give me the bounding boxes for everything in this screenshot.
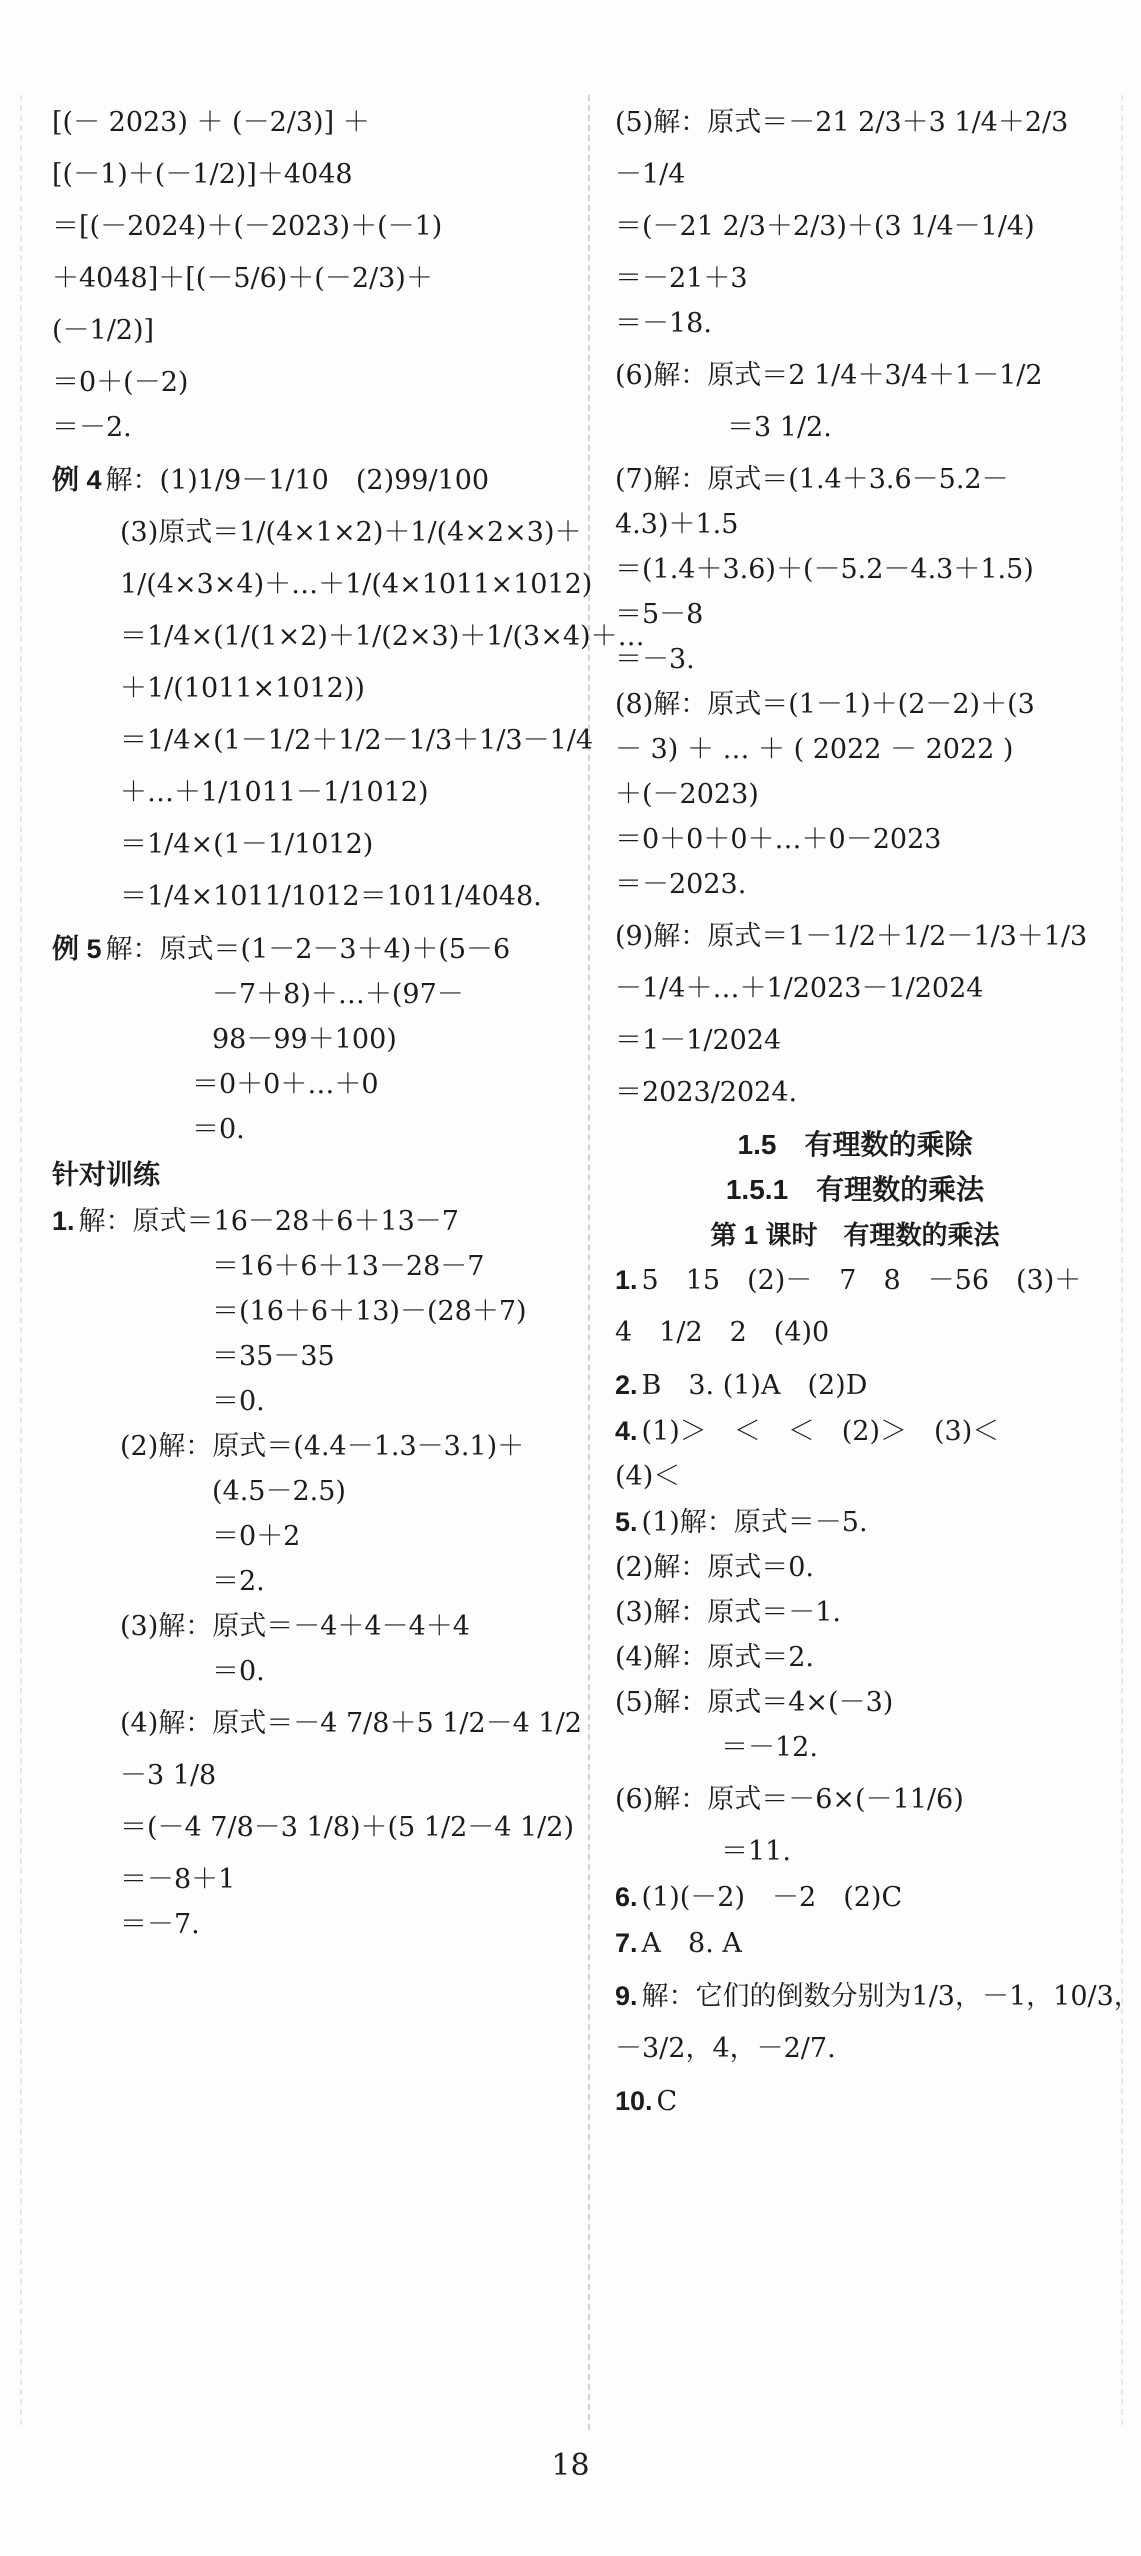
solution-line bbox=[615, 1173, 1095, 1207]
line-text: ＝－18. bbox=[615, 308, 712, 339]
solution-line bbox=[52, 1908, 562, 1942]
item-label: 针对训练 bbox=[52, 1160, 160, 1190]
solution-line bbox=[615, 158, 1095, 192]
solution-line bbox=[52, 106, 562, 140]
line-text: (4)解：原式＝－4 7/8＋5 1/2－4 1/2 bbox=[120, 1708, 582, 1739]
line-text: (5)解：原式＝4×(－3) bbox=[615, 1687, 894, 1718]
solution-line bbox=[615, 643, 1095, 677]
line-text: 5 15 (2)－ 7 8 －56 (3)＋ bbox=[641, 1265, 1082, 1296]
solution-line bbox=[52, 1565, 562, 1599]
line-text: － 3) ＋ … ＋ ( 2022 － 2022 ) bbox=[615, 734, 1014, 765]
item-label: 5. bbox=[615, 1507, 638, 1537]
line-text: －3 1/8 bbox=[120, 1760, 217, 1791]
solution-line bbox=[52, 1068, 562, 1102]
line-text: ＝(16＋6＋13)－(28＋7) bbox=[212, 1296, 527, 1327]
solution-line bbox=[52, 158, 562, 192]
solution-line bbox=[52, 828, 562, 862]
line-text: ＝－3. bbox=[615, 644, 695, 675]
solution-line bbox=[52, 932, 562, 967]
solution-line bbox=[52, 516, 582, 550]
line-text: (2)解：原式＝(4.4－1.3－3.1)＋ bbox=[120, 1431, 525, 1462]
item-label: 1. bbox=[615, 1265, 638, 1295]
item-label: 2. bbox=[615, 1370, 638, 1400]
solution-line bbox=[52, 1250, 562, 1284]
page-edge-right bbox=[1121, 95, 1123, 2425]
solution-line bbox=[615, 508, 1095, 542]
solution-line bbox=[52, 411, 562, 445]
solution-line bbox=[52, 366, 562, 400]
solution-line bbox=[52, 1385, 562, 1419]
line-text: 1/(4×3×4)＋…＋1/(4×1011×1012) bbox=[120, 569, 593, 600]
line-text: (5)解：原式＝－21 2/3＋3 1/4＋2/3 bbox=[615, 107, 1069, 138]
line-text: －1/4＋…＋1/2023－1/2024 bbox=[615, 973, 984, 1004]
item-label: 6. bbox=[615, 1882, 638, 1912]
line-text: ＋(－2023) bbox=[615, 779, 759, 810]
solution-line bbox=[615, 1880, 1095, 1915]
solution-line bbox=[52, 210, 562, 244]
line-text: ＝(－4 7/8－3 1/8)＋(5 1/2－4 1/2) bbox=[120, 1812, 574, 1843]
solution-line bbox=[615, 1835, 1095, 1869]
line-text: (6)解：原式＝－6×(－11/6) bbox=[615, 1784, 964, 1815]
solution-line bbox=[52, 314, 562, 348]
solution-line bbox=[52, 1158, 562, 1193]
line-text: (3)解：原式＝－4＋4－4＋4 bbox=[120, 1611, 470, 1642]
solution-line bbox=[615, 1505, 1095, 1540]
line-text: (4)解：原式＝2. bbox=[615, 1642, 815, 1673]
solution-line bbox=[615, 1263, 1095, 1298]
line-text: ＝(1.4＋3.6)＋(－5.2－4.3＋1.5) bbox=[615, 554, 1034, 585]
solution-line bbox=[52, 463, 562, 498]
line-text: [(－ 2023) ＋ (－2/3)] ＋ bbox=[52, 107, 370, 138]
line-text: ＝1/4×(1－1/2＋1/2－1/3＋1/3－1/4 bbox=[120, 725, 594, 756]
line-text: ＋1/(1011×1012)) bbox=[120, 673, 365, 704]
line-text: ＋4048]＋[(－5/6)＋(－2/3)＋ bbox=[52, 263, 433, 294]
line-text: (6)解：原式＝2 1/4＋3/4＋1－1/2 bbox=[615, 360, 1043, 391]
line-text: 解：它们的倒数分别为1/3，－1，10/3， bbox=[641, 1981, 1141, 2012]
line-text: －1/4 bbox=[615, 159, 686, 190]
solution-line bbox=[52, 1430, 562, 1464]
solution-line bbox=[615, 1218, 1095, 1252]
solution-line bbox=[615, 2032, 1095, 2066]
solution-line bbox=[615, 262, 1095, 296]
item-label: 10. bbox=[615, 2086, 653, 2116]
solution-line bbox=[52, 1023, 562, 1057]
right-column bbox=[615, 88, 1141, 2130]
item-label: 7. bbox=[615, 1928, 638, 1958]
line-text: (4.5－2.5) bbox=[212, 1476, 346, 1507]
line-text: B 3. (1)A (2)D bbox=[641, 1370, 868, 1401]
item-label: 9. bbox=[615, 1981, 638, 2011]
solution-line bbox=[52, 1610, 562, 1644]
line-text: ＝1－1/2024 bbox=[615, 1025, 782, 1056]
line-text: (4)＜ bbox=[615, 1461, 681, 1492]
line-text: 98－99＋100) bbox=[212, 1024, 397, 1055]
solution-line bbox=[52, 1204, 562, 1239]
solution-line bbox=[52, 1759, 562, 1793]
line-text: (3)原式＝1/(4×1×2)＋1/(4×2×3)＋ bbox=[120, 517, 582, 548]
solution-line bbox=[52, 1475, 562, 1509]
solution-line bbox=[615, 307, 1095, 341]
line-text: ＝0. bbox=[212, 1386, 265, 1417]
line-text: (－1/2)] bbox=[52, 315, 155, 346]
solution-line bbox=[615, 1368, 1095, 1403]
solution-line bbox=[615, 1414, 1095, 1449]
line-text: ＝2. bbox=[212, 1566, 265, 1597]
line-text: A 8. A bbox=[641, 1928, 742, 1959]
line-text: ＝5－8 bbox=[615, 599, 704, 630]
line-text: ＝－2023. bbox=[615, 869, 747, 900]
column-divider bbox=[588, 95, 590, 2430]
item-label: 例 4 bbox=[52, 465, 102, 495]
solution-line bbox=[615, 1024, 1095, 1058]
solution-line bbox=[52, 724, 594, 758]
line-text: (3)解：原式＝－1. bbox=[615, 1597, 842, 1628]
line-text: 解：原式＝(1－2－3＋4)＋(5－6 bbox=[105, 934, 511, 965]
line-text: (1)(－2) －2 (2)C bbox=[641, 1882, 903, 1913]
solution-line bbox=[52, 1340, 562, 1374]
solution-line bbox=[615, 1731, 1095, 1765]
line-text: (2)解：原式＝0. bbox=[615, 1552, 815, 1583]
solution-line bbox=[615, 1596, 1095, 1630]
line-text: ＝16＋6＋13－28－7 bbox=[212, 1251, 485, 1282]
solution-line bbox=[615, 106, 1095, 140]
solution-line bbox=[615, 1926, 1095, 1961]
solution-line bbox=[615, 972, 1095, 1006]
line-text: ＝0. bbox=[212, 1656, 265, 1687]
line-text: ＝－7. bbox=[120, 1909, 200, 1940]
line-text: ＝0＋2 bbox=[212, 1521, 301, 1552]
line-text: ＝－12. bbox=[721, 1732, 818, 1763]
line-text: ＝－21＋3 bbox=[615, 263, 748, 294]
solution-line bbox=[615, 553, 1095, 587]
solution-line bbox=[52, 1863, 562, 1897]
solution-line bbox=[615, 2084, 1095, 2119]
line-text: (8)解：原式＝(1－1)＋(2－2)＋(3 bbox=[615, 689, 1035, 720]
solution-line bbox=[52, 262, 562, 296]
solution-line bbox=[615, 1460, 1095, 1494]
line-text: 1.5.1 有理数的乘法 bbox=[725, 1174, 985, 1205]
item-label: 例 5 bbox=[52, 934, 102, 964]
page-number: 18 bbox=[551, 2448, 590, 2483]
line-text: ＝1/4×(1/(1×2)＋1/(2×3)＋1/(3×4)＋… bbox=[120, 621, 645, 652]
solution-line bbox=[615, 1979, 1141, 2014]
solution-line bbox=[615, 463, 1095, 497]
line-text: ＝1/4×(1－1/1012) bbox=[120, 829, 374, 860]
solution-line bbox=[52, 880, 562, 914]
line-text: 解：(1)1/9－1/10 (2)99/100 bbox=[105, 465, 490, 496]
solution-line bbox=[615, 1641, 1095, 1675]
line-text: (1)＞ ＜ ＜ (2)＞ (3)＜ bbox=[641, 1416, 1000, 1447]
solution-line bbox=[615, 411, 1095, 445]
solution-line bbox=[615, 598, 1095, 632]
solution-line bbox=[52, 1655, 562, 1689]
line-text: ＝－2. bbox=[52, 412, 132, 443]
solution-line bbox=[52, 1113, 562, 1147]
line-text: －3/2，4，－2/7. bbox=[615, 2033, 836, 2064]
solution-line bbox=[615, 210, 1095, 244]
line-text: ＝[(－2024)＋(－2023)＋(－1) bbox=[52, 211, 443, 242]
solution-line bbox=[615, 1076, 1095, 1110]
solution-line bbox=[52, 568, 593, 602]
solution-line bbox=[52, 1295, 562, 1329]
line-text: ＝－8＋1 bbox=[120, 1864, 236, 1895]
line-text: 4.3)＋1.5 bbox=[615, 509, 739, 540]
left-column bbox=[52, 88, 645, 1953]
solution-line bbox=[52, 672, 562, 706]
solution-line bbox=[615, 1128, 1095, 1162]
solution-line bbox=[52, 978, 562, 1012]
line-text: ＝3 1/2. bbox=[727, 412, 832, 443]
solution-line bbox=[615, 1551, 1095, 1585]
solution-line bbox=[52, 620, 645, 654]
item-label: 4. bbox=[615, 1416, 638, 1446]
page-edge-left bbox=[20, 95, 22, 2425]
solution-line bbox=[615, 1783, 1095, 1817]
line-text: C bbox=[656, 2086, 678, 2117]
solution-line bbox=[52, 1707, 582, 1741]
solution-line bbox=[615, 920, 1095, 954]
line-text: ＝1/4×1011/1012＝1011/4048. bbox=[120, 881, 542, 912]
solution-line bbox=[52, 1520, 562, 1554]
line-text: 第 1 课时 有理数的乘法 bbox=[710, 1220, 1000, 1250]
line-text: ＝(－21 2/3＋2/3)＋(3 1/4－1/4) bbox=[615, 211, 1035, 242]
line-text: ＝0＋(－2) bbox=[52, 367, 189, 398]
solution-line bbox=[615, 1686, 1095, 1720]
line-text: (1)解：原式＝－5. bbox=[641, 1507, 868, 1538]
line-text: ＝0. bbox=[192, 1114, 245, 1145]
line-text: ＝0＋0＋…＋0 bbox=[192, 1069, 379, 1100]
line-text: (7)解：原式＝(1.4＋3.6－5.2－ bbox=[615, 464, 1009, 495]
line-text: ＋…＋1/1011－1/1012) bbox=[120, 777, 429, 808]
solution-line bbox=[615, 733, 1095, 767]
line-text: [(－1)＋(－1/2)]＋4048 bbox=[52, 159, 353, 190]
item-label: 1. bbox=[52, 1206, 75, 1236]
solution-line bbox=[615, 868, 1095, 902]
line-text: ＝0＋0＋0＋…＋0－2023 bbox=[615, 824, 942, 855]
line-text: 解：原式＝16－28＋6＋13－7 bbox=[78, 1206, 459, 1237]
solution-line bbox=[615, 823, 1095, 857]
line-text: －7＋8)＋…＋(97－ bbox=[212, 979, 464, 1010]
solution-line bbox=[52, 776, 562, 810]
solution-line bbox=[615, 1316, 1095, 1350]
line-text: ＝35－35 bbox=[212, 1341, 335, 1372]
line-text: 4 1/2 2 (4)0 bbox=[615, 1317, 830, 1348]
line-text: ＝2023/2024. bbox=[615, 1077, 798, 1108]
line-text: (9)解：原式＝1－1/2＋1/2－1/3＋1/3 bbox=[615, 921, 1088, 952]
solution-line bbox=[52, 1811, 574, 1845]
line-text: 1.5 有理数的乘除 bbox=[737, 1129, 973, 1160]
solution-line bbox=[615, 688, 1095, 722]
line-text: ＝11. bbox=[721, 1836, 791, 1867]
solution-line bbox=[615, 359, 1095, 393]
solution-line bbox=[615, 778, 1095, 812]
